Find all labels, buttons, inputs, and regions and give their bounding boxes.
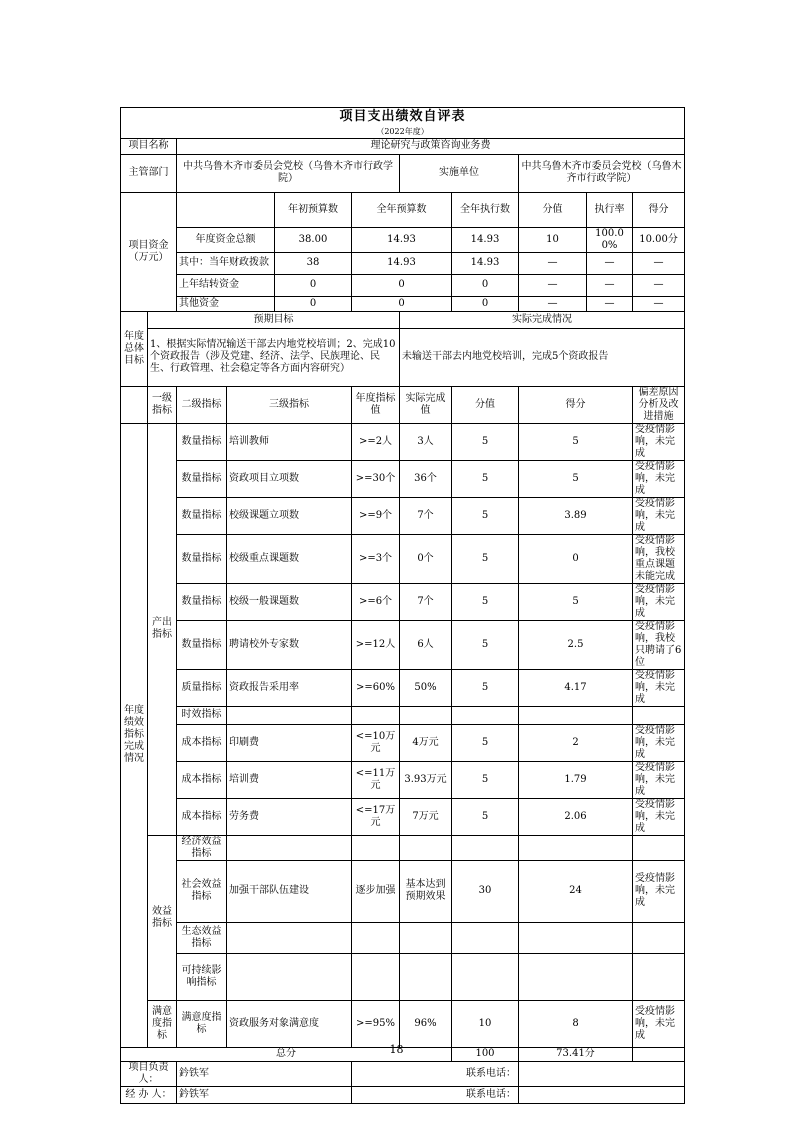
funds-value: 0: [352, 274, 452, 296]
got-score: 2.06: [519, 798, 633, 835]
target-value: <=17万元: [352, 798, 400, 835]
ind-header: 一级指标: [148, 386, 177, 423]
goal-planned-header: 预期目标: [148, 311, 400, 328]
score-value: 5: [452, 761, 519, 798]
deviation-reason: 受疫情影响，我校重点课题未能完成: [633, 534, 685, 583]
funds-value: —: [587, 274, 633, 296]
score-value: 5: [452, 798, 519, 835]
target-value: >=95%: [352, 1000, 400, 1047]
level3-indicator: 校级课题立项数: [227, 497, 352, 534]
funds-value: 10: [519, 227, 587, 252]
funds-value: 0: [352, 296, 452, 311]
score-value: [452, 835, 519, 860]
total-label: 总分: [121, 1047, 452, 1061]
got-score: 4.17: [519, 669, 633, 706]
score-value: [452, 922, 519, 953]
level2-indicator: 可持续影响指标: [177, 953, 227, 1000]
goal-actual-header: 实际完成情况: [400, 311, 685, 328]
dept-value: 中共乌鲁木齐市委员会党校（乌鲁木齐市行政学院）: [177, 154, 400, 192]
level2-indicator: 数量指标: [177, 534, 227, 583]
deviation-reason: 受疫情影响，未完成: [633, 860, 685, 922]
target-value: <=10万元: [352, 724, 400, 761]
level2-indicator: 数量指标: [177, 583, 227, 620]
funds-value: —: [633, 274, 685, 296]
target-value: >=6个: [352, 583, 400, 620]
actual-value: 基本达到预期效果: [400, 860, 452, 922]
target-value: >=9个: [352, 497, 400, 534]
actual-value: [400, 922, 452, 953]
score-value: 5: [452, 534, 519, 583]
score-value: 5: [452, 460, 519, 497]
ind-header: 分值: [452, 386, 519, 423]
deviation-reason: [633, 922, 685, 953]
footer-name: 鈐铁军: [177, 1086, 352, 1103]
level3-indicator: [227, 835, 352, 860]
level3-indicator: 校级一般课题数: [227, 583, 352, 620]
total-score: 100: [452, 1047, 519, 1061]
target-value: >=2人: [352, 423, 400, 460]
actual-value: 3人: [400, 423, 452, 460]
funds-row-name: 其中：当年财政拨款: [177, 252, 275, 274]
score-value: 5: [452, 423, 519, 460]
score-value: 10: [452, 1000, 519, 1047]
funds-value: —: [587, 296, 633, 311]
actual-value: [400, 835, 452, 860]
got-score: 5: [519, 423, 633, 460]
score-value: [452, 953, 519, 1000]
got-score: 3.89: [519, 497, 633, 534]
actual-value: 7个: [400, 497, 452, 534]
funds-header: 得分: [633, 192, 685, 227]
deviation-reason: 受疫情影响，未完成: [633, 761, 685, 798]
ind-header: 二级指标: [177, 386, 227, 423]
target-value: [352, 835, 400, 860]
footer-phone: [519, 1086, 685, 1103]
level3-indicator: 加强干部队伍建设: [227, 860, 352, 922]
level2-indicator: 数量指标: [177, 620, 227, 669]
got-score: [519, 922, 633, 953]
goal-label: 年度总体目标: [121, 311, 148, 386]
funds-row-name: 年度资金总额: [177, 227, 275, 252]
funds-value: 38.00: [275, 227, 352, 252]
score-value: 5: [452, 497, 519, 534]
got-score: [519, 835, 633, 860]
score-value: 5: [452, 724, 519, 761]
score-value: [452, 706, 519, 724]
funds-value: 0: [275, 274, 352, 296]
deviation-reason: [633, 835, 685, 860]
actual-value: 7万元: [400, 798, 452, 835]
ind-header: 实际完成值: [400, 386, 452, 423]
project-name: 理论研究与政策咨询业务费: [177, 138, 685, 154]
goal-actual: 未输送干部去内地党校培训，完成5个资政报告: [400, 328, 685, 386]
actual-value: 0个: [400, 534, 452, 583]
actual-value: 36个: [400, 460, 452, 497]
year-note: （2022年度）: [121, 126, 685, 139]
level3-indicator: 印刷费: [227, 724, 352, 761]
footer-label: 项目负责人：: [121, 1061, 177, 1086]
actual-value: 50%: [400, 669, 452, 706]
impl-value: 中共乌鲁木齐市委员会党校（乌鲁木齐市行政学院）: [519, 154, 685, 192]
score-value: 5: [452, 620, 519, 669]
deviation-reason: 受疫情影响，未完成: [633, 497, 685, 534]
deviation-reason: 受疫情影响，未完成: [633, 669, 685, 706]
score-value: 5: [452, 583, 519, 620]
deviation-reason: 受疫情影响，我校只聘请了6位: [633, 620, 685, 669]
ind-header: 三级指标: [227, 386, 352, 423]
funds-value: —: [519, 274, 587, 296]
page-number: 18: [389, 1043, 404, 1056]
level3-indicator: 培训教师: [227, 423, 352, 460]
got-score: 5: [519, 460, 633, 497]
level2-indicator: 成本指标: [177, 798, 227, 835]
level2-indicator: 社会效益指标: [177, 860, 227, 922]
target-value: >=3个: [352, 534, 400, 583]
level3-indicator: 资政项目立项数: [227, 460, 352, 497]
level2-indicator: 数量指标: [177, 423, 227, 460]
funds-value: 10.00分: [633, 227, 685, 252]
funds-value: —: [519, 252, 587, 274]
deviation-reason: 受疫情影响，未完成: [633, 1000, 685, 1047]
got-score: 8: [519, 1000, 633, 1047]
footer-phone-label: 联系电话：: [352, 1061, 519, 1086]
funds-header: 全年执行数: [452, 192, 519, 227]
funds-row-name: 其他资金: [177, 296, 275, 311]
score-value: 30: [452, 860, 519, 922]
deviation-reason: 受疫情影响，未完成: [633, 798, 685, 835]
impl-label: 实施单位: [400, 154, 519, 192]
got-score: 2: [519, 724, 633, 761]
level3-indicator: [227, 953, 352, 1000]
level2-indicator: 成本指标: [177, 761, 227, 798]
self-evaluation-sheet: [120, 107, 684, 1104]
deviation-reason: [633, 953, 685, 1000]
actual-value: 3.93万元: [400, 761, 452, 798]
deviation-reason: [633, 706, 685, 724]
evaluation-table: [120, 107, 685, 1104]
level2-indicator: 数量指标: [177, 460, 227, 497]
got-score: [519, 706, 633, 724]
funds-value: 38: [275, 252, 352, 274]
funds-value: 14.93: [452, 227, 519, 252]
level2-indicator: 时效指标: [177, 706, 227, 724]
ind-header: 年度指标值: [352, 386, 400, 423]
level3-indicator: 校级重点课题数: [227, 534, 352, 583]
benefit-label: 效益指标: [148, 835, 177, 1000]
target-value: >=12人: [352, 620, 400, 669]
funds-value: —: [633, 252, 685, 274]
footer-phone-label: 联系电话：: [352, 1086, 519, 1103]
funds-value: 0: [452, 296, 519, 311]
actual-value: 96%: [400, 1000, 452, 1047]
level3-indicator: 资政服务对象满意度: [227, 1000, 352, 1047]
level3-indicator: 培训费: [227, 761, 352, 798]
funds-value: 14.93: [352, 227, 452, 252]
satisfaction-label: 满意度指标: [148, 1000, 177, 1047]
total-got: 73.41分: [519, 1047, 633, 1061]
footer-label: 经 办 人：: [121, 1086, 177, 1103]
ind-header: 得分: [519, 386, 633, 423]
funds-value: 14.93: [352, 252, 452, 274]
project-name-label: 项目名称: [121, 138, 177, 154]
funds-header: 执行率: [587, 192, 633, 227]
level2-indicator: 数量指标: [177, 497, 227, 534]
deviation-reason: 受疫情影响，未完成: [633, 583, 685, 620]
level2-indicator: 经济效益指标: [177, 835, 227, 860]
got-score: [519, 953, 633, 1000]
target-value: [352, 706, 400, 724]
level2-indicator: 生态效益指标: [177, 922, 227, 953]
deviation-reason: 受疫情影响，未完成: [633, 724, 685, 761]
funds-value: —: [633, 296, 685, 311]
got-score: 2.5: [519, 620, 633, 669]
goal-planned: 1、根据实际情况输送干部去内地党校培训；2、完成10个资政报告（涉及党建、经济、法学、民族理论、民生、行政管理、社会稳定等各方面内容研究）: [148, 328, 400, 386]
actual-value: [400, 953, 452, 1000]
target-value: <=11万元: [352, 761, 400, 798]
got-score: 5: [519, 583, 633, 620]
level2-indicator: 质量指标: [177, 669, 227, 706]
level3-indicator: 资政报告采用率: [227, 669, 352, 706]
ind-header: 偏差原因分析及改进措施: [633, 386, 685, 423]
level3-indicator: 聘请校外专家数: [227, 620, 352, 669]
footer-name: 鈐铁军: [177, 1061, 352, 1086]
blank-cell: [121, 386, 148, 423]
target-value: [352, 922, 400, 953]
target-value: >=60%: [352, 669, 400, 706]
level2-indicator: 成本指标: [177, 724, 227, 761]
funds-value: 0: [275, 296, 352, 311]
level3-indicator: [227, 922, 352, 953]
funds-value: 0: [452, 274, 519, 296]
level2-indicator: 满意度指标: [177, 1000, 227, 1047]
footer-phone: [519, 1061, 685, 1086]
actual-value: 4万元: [400, 724, 452, 761]
score-value: 5: [452, 669, 519, 706]
funds-value: 14.93: [452, 252, 519, 274]
deviation-reason: 受疫情影响，未完成: [633, 423, 685, 460]
funds-corner: [177, 192, 275, 227]
actual-value: 6人: [400, 620, 452, 669]
funds-value: —: [519, 296, 587, 311]
got-score: 24: [519, 860, 633, 922]
table-title: 项目支出绩效自评表: [121, 108, 685, 126]
deviation-reason: 受疫情影响，未完成: [633, 460, 685, 497]
target-value: 逐步加强: [352, 860, 400, 922]
actual-value: [400, 706, 452, 724]
target-value: [352, 953, 400, 1000]
level3-indicator: [227, 706, 352, 724]
funds-header: 年初预算数: [275, 192, 352, 227]
got-score: 1.79: [519, 761, 633, 798]
funds-value: 100.00%: [587, 227, 633, 252]
funds-header: 全年预算数: [352, 192, 452, 227]
funds-row-name: 上年结转资金: [177, 274, 275, 296]
dept-label: 主管部门: [121, 154, 177, 192]
perf-label: 年度绩效指标完成情况: [121, 423, 148, 1047]
got-score: 0: [519, 534, 633, 583]
funds-value: —: [587, 252, 633, 274]
actual-value: 7个: [400, 583, 452, 620]
output-label: 产出指标: [148, 423, 177, 835]
target-value: >=30个: [352, 460, 400, 497]
funds-header: 分值: [519, 192, 587, 227]
level3-indicator: 劳务费: [227, 798, 352, 835]
funds-label: 项目资金（万元）: [121, 192, 177, 311]
